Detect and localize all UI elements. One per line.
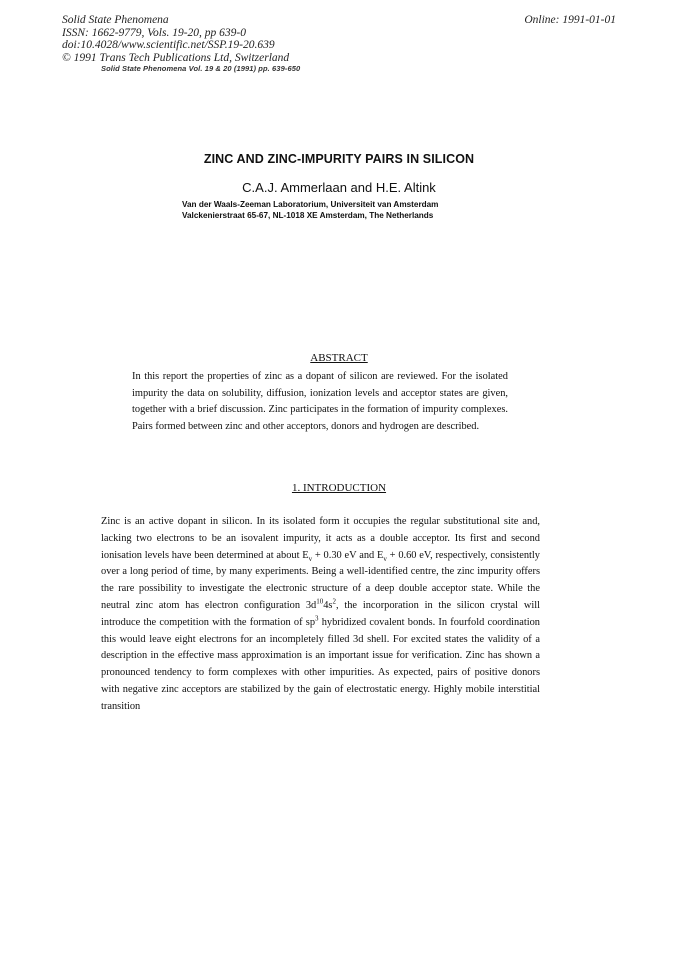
publication-metadata: [62, 14, 289, 64]
copyright-line: © 1991 Trans Tech Publications Ltd, Switzerland: [62, 51, 290, 64]
abstract-text: In this report the properties of zinc as a dopant of silicon are reviewed. For the isolated impurity the data on solubility, diffusion, ionization levels and acceptor states are given, together with a brief discussion. Zinc participates in the formation of impurity complexes. Pairs formed between zinc and other acceptors, donors and hydrogen are described.: [132, 371, 508, 432]
journal-name: Solid State Phenomena: [62, 14, 169, 26]
affiliation-line-2: Valckenierstraat 65-67, NL-1018 XE Amsterdam, The Netherlands: [182, 211, 434, 220]
introduction-heading: 1. INTRODUCTION: [291, 482, 387, 494]
doi-line: doi:10.4028/www.scientific.net/SSP.19-20.639: [62, 39, 275, 51]
issn-line: ISSN: 1662-9779, Vols. 19-20, pp 639-0: [62, 26, 246, 39]
introduction-paragraph: Zinc is an active dopant in silicon. In its isolated form it occupies the regular substitutional site and, lacking two electrons to be an isovalent impurity, it acts as a double acceptor. Its first and second ionisation levels have been determined at about $E_v + 0.30$ eV and $E_v + 0.60$ eV, respectively, consistently over a long period of time, by many experiments. Being a well-identified centre, the zinc impurity offers the rare possibility to investigate the electronic structure of a deep double acceptor state. While the neutral zinc atom has electron configuration $3d^{10}4s^2$, the incorporation in the silicon crystal will introduce the competition with the formation of $sp^3$ hybridized covalent bonds. In fourfold coordination this would leave eight electrons for an incompletely filled 3d shell. For excited states the validity of a description in the effective mass approximation is an important issue for verification. Zinc has shown a pronounced tendency to form complexes with other impurities. As expected, pairs of positive donors with negative zinc acceptors are stabilized by the gain of electrostatic energy. Highly mobile interstitial transition: [101, 516, 540, 712]
paper-authors: C.A.J. Ammerlaan and H.E. Altink: [242, 180, 436, 195]
online-date: Online: 1991-01-01: [524, 14, 616, 26]
journal-volume-line: Solid State Phenomena Vol. 19 & 20 (1991) pp. 639-650: [101, 64, 301, 73]
paper-title: ZINC AND ZINC-IMPURITY PAIRS IN SILICON: [203, 152, 475, 166]
abstract-heading: ABSTRACT: [310, 352, 368, 364]
affiliation: [182, 199, 438, 221]
affiliation-line-1: Van der Waals-Zeeman Laboratorium, Universiteit van Amsterdam: [182, 200, 439, 209]
